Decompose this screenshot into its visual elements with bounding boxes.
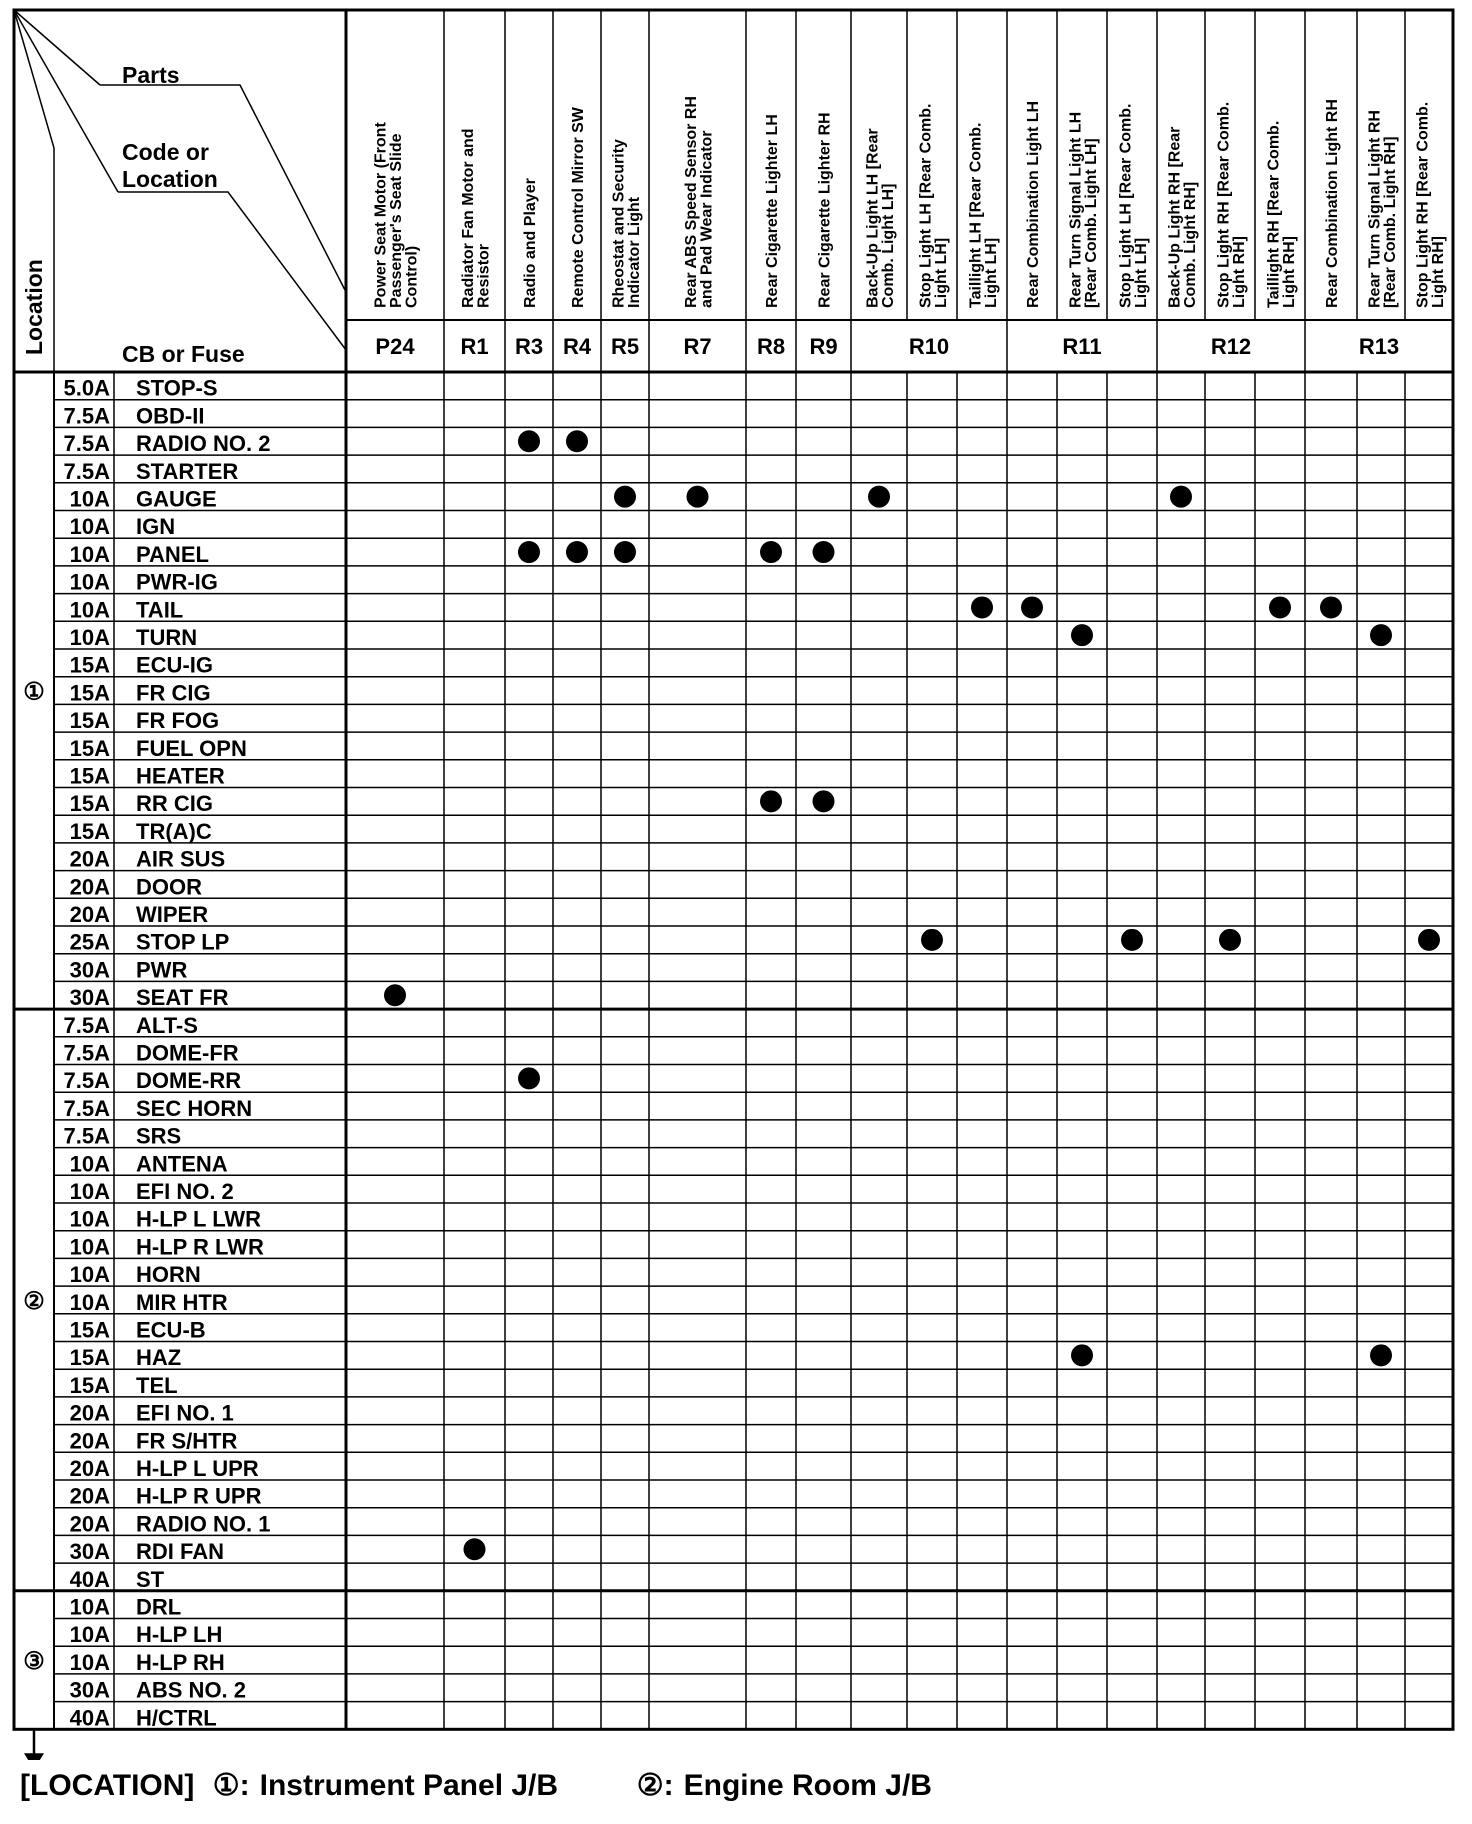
diagonal-line-location <box>14 10 54 148</box>
code-label: R8 <box>756 334 786 359</box>
connection-dot <box>518 430 540 452</box>
code-label: R11 <box>1062 334 1102 359</box>
fuse-name: ECU-IG <box>136 652 213 678</box>
fuse-amp: 10A <box>69 1649 110 1675</box>
part-name-label: Back-Up Light LH [Rear <box>864 128 882 308</box>
fuse-amp: 15A <box>69 652 110 678</box>
fuse-name: EFI NO. 2 <box>136 1179 234 1204</box>
fuse-amp: 30A <box>69 1539 110 1565</box>
code-label-line2: Location <box>122 166 218 192</box>
part-name-label: Rear Turn Signal Light RH <box>1366 110 1384 308</box>
fuse-name: SRS <box>136 1123 182 1149</box>
fuse-amp: 30A <box>69 1677 110 1703</box>
fuse-name: FR CIG <box>136 680 211 706</box>
fuse-name: FR FOG <box>136 708 220 734</box>
parts-label: Parts <box>122 62 180 88</box>
fuse-amp: 40A <box>69 1705 110 1731</box>
diagonal-line-parts <box>14 10 100 85</box>
location-marker: ② <box>23 1287 45 1315</box>
part-name-label: Light LH] <box>1132 237 1150 308</box>
connection-dot <box>566 541 588 563</box>
diagonal-line-code-tail <box>118 192 346 350</box>
fuse-name: H-LP LH <box>136 1622 223 1648</box>
fuse-name: HEATER <box>136 763 225 789</box>
fuse-amp: 10A <box>69 1151 110 1177</box>
fuse-name: ALT-S <box>136 1012 198 1038</box>
part-name-label: Light RH] <box>1429 236 1447 308</box>
fuse-name: GAUGE <box>136 486 217 512</box>
fuse-name: PWR <box>136 957 188 983</box>
fuse-amp: 5.0A <box>63 375 110 401</box>
location-marker: ③ <box>23 1648 45 1676</box>
connection-dot <box>384 984 406 1006</box>
part-name-label: Remote Control Mirror SW <box>570 107 587 308</box>
fuse-name: OBD-II <box>136 403 205 429</box>
connection-dot <box>1370 624 1392 646</box>
connection-dot <box>1071 624 1093 646</box>
fuse-name: H-LP R UPR <box>136 1483 262 1509</box>
fuse-name: ANTENA <box>136 1151 228 1177</box>
chart-header <box>21 62 1447 367</box>
fuse-amp: 20A <box>69 1511 110 1537</box>
part-name-label: Light RH] <box>1230 236 1248 308</box>
fuse-amp: 10A <box>69 486 110 512</box>
fuse-amp: 10A <box>69 1234 110 1260</box>
fuse-name: DOME-RR <box>136 1068 242 1094</box>
fuse-amp: 10A <box>69 1594 110 1620</box>
fuse-amp: 10A <box>69 514 110 540</box>
code-label: R13 <box>1358 334 1400 359</box>
fuse-name: TEL <box>136 1372 178 1398</box>
fuse-amp: 10A <box>69 569 110 595</box>
connection-dot <box>614 486 636 508</box>
fuse-amp: 7.5A <box>63 1012 110 1038</box>
code-label: R7 <box>683 334 712 359</box>
code-label-line1: Code or <box>122 139 209 165</box>
fuse-name: H-LP L UPR <box>136 1456 259 1481</box>
fuse-name: ST <box>136 1566 165 1592</box>
fuse-amp: 15A <box>69 1345 110 1371</box>
connection-dot <box>1021 596 1043 618</box>
code-label: P24 <box>375 334 415 359</box>
fuse-amp: 20A <box>69 846 110 872</box>
fuse-name: DOOR <box>136 874 202 900</box>
fuse-amp: 20A <box>69 874 110 900</box>
fuse-name: RDI FAN <box>136 1539 224 1565</box>
connection-dot <box>687 486 709 508</box>
part-name-label: Stop Light LH [Rear Comb. <box>917 103 935 308</box>
connection-dot <box>1320 596 1342 618</box>
fuse-name: RADIO NO. 1 <box>136 1511 271 1537</box>
location-label: Location <box>21 259 47 355</box>
part-name-label: [Rear Comb. Light LH] <box>1082 138 1100 308</box>
fuse-name: ABS NO. 2 <box>136 1677 247 1703</box>
code-label: R5 <box>610 334 640 359</box>
part-name-label: Stop Light RH [Rear Comb. <box>1414 101 1432 308</box>
fuse-name: MIR HTR <box>136 1289 228 1315</box>
fuse-name: STOP-S <box>136 375 218 401</box>
fuse-amp: 30A <box>69 985 110 1011</box>
part-name-label: Rear Turn Signal Light LH <box>1067 111 1085 308</box>
code-label: R1 <box>460 334 489 359</box>
fuse-amp: 10A <box>69 625 110 650</box>
part-name-label: Light LH] <box>982 237 1000 308</box>
fuse-amp: 10A <box>69 1179 110 1204</box>
fuse-amp: 40A <box>69 1566 110 1592</box>
connection-dot <box>614 541 636 563</box>
legend-marker-1: ①: <box>212 1769 250 1802</box>
fuse-name: STOP LP <box>136 929 230 955</box>
part-name-label: Rear ABS Speed Sensor RH <box>682 96 700 308</box>
fuse-amp: 15A <box>69 1372 110 1398</box>
connection-dot <box>1219 929 1241 951</box>
fuse-amp: 20A <box>69 902 110 927</box>
fuse-name: SEAT FR <box>136 985 229 1011</box>
fuse-name: HORN <box>136 1262 201 1288</box>
chart-body <box>23 376 1440 1731</box>
code-label: R9 <box>809 334 838 359</box>
location-arrow-icon <box>24 1753 44 1760</box>
code-label: R12 <box>1210 334 1252 359</box>
connection-dot <box>1071 1344 1093 1366</box>
fuse-name: H/CTRL <box>136 1705 217 1731</box>
fuse-amp: 7.5A <box>63 431 110 457</box>
code-label: R4 <box>562 334 592 359</box>
fuse-amp: 10A <box>69 1262 110 1288</box>
fuse-amp: 10A <box>69 1206 110 1232</box>
part-name-label: Stop Light LH [Rear Comb. <box>1117 103 1135 308</box>
fuse-amp: 7.5A <box>63 1068 110 1094</box>
fuse-name: TAIL <box>136 597 184 623</box>
connection-dot <box>760 541 782 563</box>
connection-dot <box>464 1538 486 1560</box>
connection-dot <box>921 929 943 951</box>
part-name-label: [Rear Comb. Light RH] <box>1381 136 1399 308</box>
fuse-amp: 10A <box>69 541 110 567</box>
location-marker: ① <box>23 678 45 706</box>
fuse-amp: 15A <box>69 735 110 761</box>
connection-dot <box>518 541 540 563</box>
fuse-amp: 7.5A <box>63 1095 110 1121</box>
connection-dot <box>1121 929 1143 951</box>
part-name-label: and Pad Wear Indicator <box>698 130 716 308</box>
connection-dot <box>971 596 993 618</box>
fuse-name: IGN <box>136 514 176 540</box>
fuse-amp: 30A <box>69 957 110 983</box>
part-name-label: Control) <box>403 245 421 308</box>
part-name-label: Resistor <box>475 243 493 308</box>
connection-dot <box>868 486 890 508</box>
fuse-amp: 7.5A <box>63 458 110 484</box>
code-label: R10 <box>908 334 950 359</box>
fuse-name: FUEL OPN <box>136 735 247 761</box>
part-name-label: Comb. Light LH] <box>879 183 897 308</box>
fuse-name: DRL <box>136 1594 182 1620</box>
fuse-amp: 10A <box>69 597 110 623</box>
fuse-name: DOME-FR <box>136 1040 239 1066</box>
fuse-name: TR(A)C <box>136 818 212 844</box>
fuse-name: WIPER <box>136 902 209 927</box>
fuse-amp: 20A <box>69 1456 110 1481</box>
legend-title: [LOCATION] <box>20 1769 195 1802</box>
fuse-name: H-LP R LWR <box>136 1234 264 1260</box>
fuse-name: H-LP L LWR <box>136 1206 262 1232</box>
part-name-label: Back-Up Light RH [Rear <box>1166 126 1184 308</box>
fuse-name: RADIO NO. 2 <box>136 431 271 457</box>
connection-dot <box>518 1067 540 1089</box>
connection-dot <box>813 541 835 563</box>
fuse-name: PWR-IG <box>136 569 218 595</box>
part-name-label: Radiator Fan Motor and <box>459 128 477 308</box>
part-name-label: Power Seat Motor (Front <box>372 122 390 308</box>
part-name-label: Light LH] <box>932 237 950 308</box>
fuse-name: RR CIG <box>136 791 213 817</box>
diagonal-line-code <box>14 10 118 192</box>
fuse-amp: 20A <box>69 1400 110 1426</box>
fuse-amp: 7.5A <box>63 403 110 429</box>
fuse-name: HAZ <box>136 1345 182 1371</box>
legend-text-2: Engine Room J/B <box>683 1769 932 1802</box>
location-legend <box>20 1768 942 1803</box>
fuse-amp: 15A <box>69 1317 110 1343</box>
part-name-label: Rear Combination Light RH <box>1324 99 1341 308</box>
fuse-name: EFI NO. 1 <box>136 1400 234 1426</box>
fuse-name: TURN <box>136 625 198 650</box>
connection-dot <box>760 790 782 812</box>
fuse-amp: 15A <box>69 763 110 789</box>
fuse-name: FR S/HTR <box>136 1428 238 1454</box>
connection-dot <box>566 430 588 452</box>
cbfuse-label: CB or Fuse <box>122 341 245 367</box>
connection-dot <box>1418 929 1440 951</box>
fuse-amp: 15A <box>69 818 110 844</box>
part-name-label: Rear Cigarette Lighter RH <box>816 112 834 308</box>
part-name-label: Rheostat and Security <box>610 139 628 308</box>
fuse-name: ECU-B <box>136 1317 206 1343</box>
part-name-label: Stop Light RH [Rear Comb. <box>1215 101 1233 308</box>
fuse-amp: 20A <box>69 1428 110 1454</box>
fuse-amp: 15A <box>69 708 110 734</box>
part-name-label: Comb. Light RH] <box>1181 181 1199 308</box>
connection-dot <box>813 790 835 812</box>
fuse-name: AIR SUS <box>136 846 226 872</box>
fuse-amp: 15A <box>69 791 110 817</box>
fuse-amp: 15A <box>69 680 110 706</box>
part-name-label: Taillight RH [Rear Comb. <box>1265 120 1283 308</box>
fuse-name: STARTER <box>136 458 239 484</box>
fuse-amp: 7.5A <box>63 1123 110 1149</box>
fuse-name: SEC HORN <box>136 1095 253 1121</box>
fuse-amp: 7.5A <box>63 1040 110 1066</box>
legend-text-1: Instrument Panel J/B <box>259 1769 559 1802</box>
part-name-label: Indicator Light <box>625 196 643 308</box>
part-name-label: Radio and Player <box>522 178 539 308</box>
fuse-amp: 10A <box>69 1622 110 1648</box>
code-label: R3 <box>514 334 544 359</box>
part-name-label: Rear Combination Light LH <box>1025 100 1042 308</box>
part-name-label: Taillight LH [Rear Comb. <box>967 122 985 308</box>
part-name-label: Light RH] <box>1280 236 1298 308</box>
connection-dot <box>1170 486 1192 508</box>
fuse-name: H-LP RH <box>136 1649 225 1675</box>
connection-dot <box>1370 1344 1392 1366</box>
fuse-amp: 25A <box>69 929 110 955</box>
fuse-amp: 20A <box>69 1483 110 1509</box>
fuse-amp: 10A <box>69 1289 110 1315</box>
fuse-name: PANEL <box>136 541 209 567</box>
legend-marker-2: ②: <box>636 1769 674 1802</box>
connection-dot <box>1269 596 1291 618</box>
part-name-label: Rear Cigarette Lighter LH <box>764 114 781 308</box>
part-name-label: Passenger's Seat Slide <box>388 133 405 308</box>
